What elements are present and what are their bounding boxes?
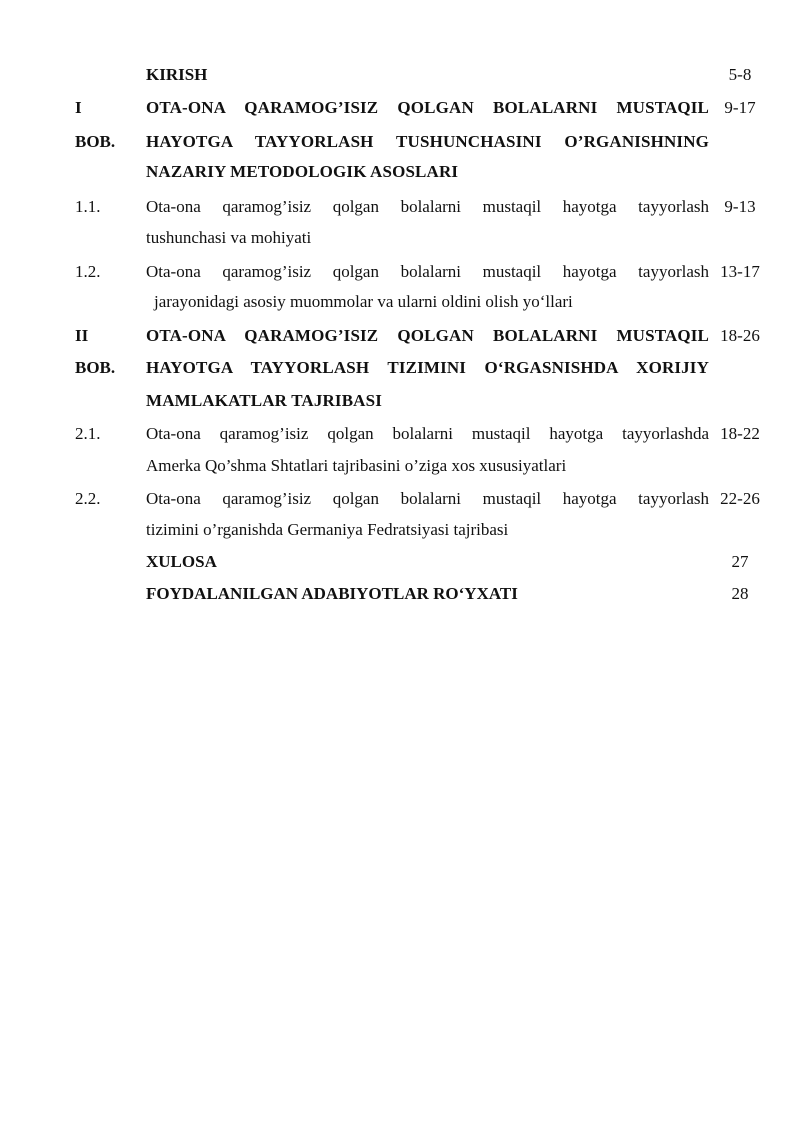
entry-title: FOYDALANILGAN ADABIYOTLAR RO‘YXATI — [146, 584, 518, 603]
chapter-title-line: HAYOTGA TAYYORLASH TUSHUNCHASINI O’RGANISHNING — [146, 132, 709, 151]
chapter-title-line: OTA-ONA QARAMOG’ISIZ QOLGAN BOLALARNI MUSTAQIL — [146, 326, 709, 345]
section-number: 2.1. — [75, 424, 101, 443]
entry-title: KIRISH — [146, 65, 208, 84]
section-number: 2.2. — [75, 489, 101, 508]
chapter-title-line: OTA-ONA QARAMOG’ISIZ QOLGAN BOLALARNI MUSTAQIL — [146, 98, 709, 117]
chapter-title-line: HAYOTGA TAYYORLASH TIZIMINI O‘RGASNISHDA XORIJIY — [146, 358, 709, 377]
chapter-number: II — [75, 326, 89, 345]
section-title-line: Amerka Qo’shma Shtatlari tajribasini o’ziga xos xususiyatlari — [146, 456, 567, 475]
page-range: 5-8 — [728, 65, 752, 84]
section-title-line: Ota-ona qaramog’isiz qolgan bolalarni mustaqil hayotga tayyorlash — [146, 262, 709, 281]
section-number: 1.2. — [75, 262, 101, 281]
page-range: 27 — [731, 552, 749, 571]
chapter-number: I — [75, 98, 82, 117]
entry-title: XULOSA — [146, 552, 217, 571]
section-title-line: Ota-ona qaramog’isiz qolgan bolalarni mustaqil hayotga tayyorlash — [146, 197, 709, 216]
page-range: 18-22 — [720, 424, 760, 443]
section-number: 1.1. — [75, 197, 101, 216]
chapter-label: BOB. — [75, 132, 116, 151]
section-title-line: tizimini o’rganishda Germaniya Fedratsiyasi tajribasi — [146, 520, 509, 539]
page-range: 13-17 — [720, 262, 760, 281]
section-title-line: Ota-ona qaramog’isiz qolgan bolalarni mustaqil hayotga tayyorlash — [146, 489, 709, 508]
page-range: 9-17 — [724, 98, 756, 117]
chapter-title-line: NAZARIY METODOLOGIK ASOSLARI — [146, 162, 459, 181]
page-range: 9-13 — [724, 197, 756, 216]
section-title-line: Ota-ona qaramog’isiz qolgan bolalarni mustaqil hayotga tayyorlashda — [146, 424, 709, 443]
page-range: 22-26 — [720, 489, 760, 508]
page-range: 28 — [731, 584, 749, 603]
page-range: 18-26 — [720, 326, 760, 345]
section-title-line: jarayonidagi asosiy muommolar va ularni oldini olish yo‘llari — [154, 292, 573, 311]
chapter-title-line: MAMLAKATLAR TAJRIBASI — [146, 391, 382, 410]
chapter-label: BOB. — [75, 358, 116, 377]
section-title-line: tushunchasi va mohiyati — [146, 228, 312, 247]
